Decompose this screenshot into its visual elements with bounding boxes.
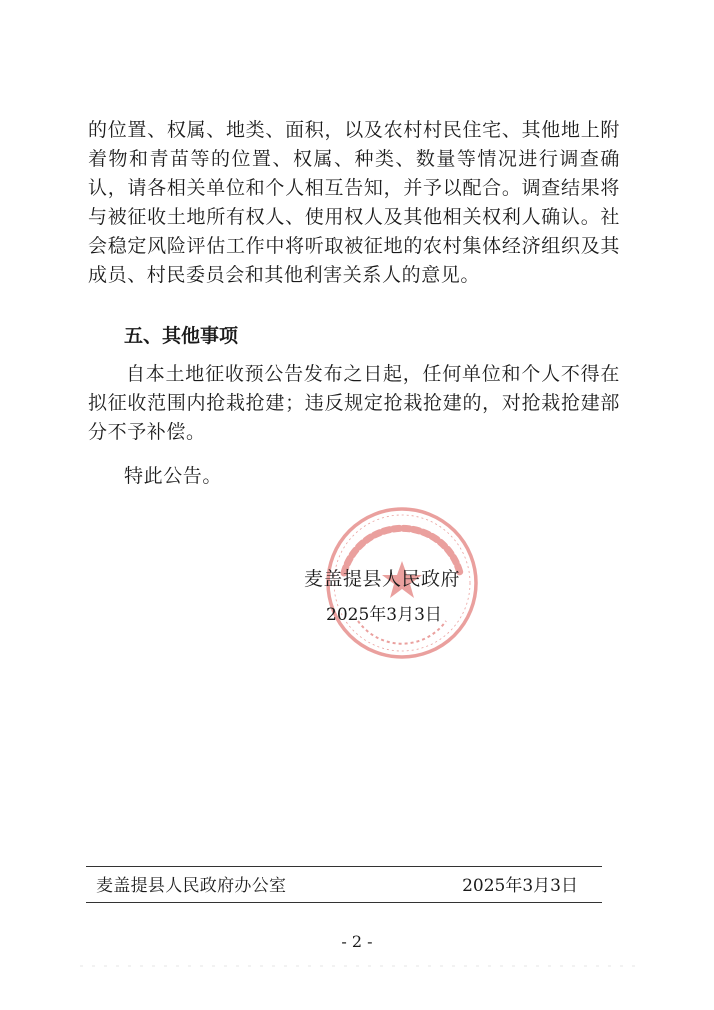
footer-rule-top xyxy=(86,866,602,867)
footer-rule-bottom xyxy=(86,902,602,903)
signature-date: 2025年3月3日 xyxy=(326,605,442,625)
scan-artifact xyxy=(80,962,640,970)
footer-office: 麦盖提县人民政府办公室 xyxy=(96,876,287,896)
page-number: - 2 - xyxy=(341,932,373,951)
footer-date: 2025年3月3日 xyxy=(462,876,578,896)
continuation-paragraph: 的位置、权属、地类、面积，以及农村村民住宅、其他地上附着物和青苗等的位置、权属、种类、数量等情况进行调查确认，请各相关单位和个人相互告知，并予以配合。调查结果将与被征收土地所有权人、使用权人及其他相关权利人确认。社会稳定风险评估工作中将听取被征地的农村集体经济组织及其成员、村民委员会和其他利害关系人的意见。 xyxy=(88,119,620,286)
signature-organization: 麦盖提县人民政府 xyxy=(304,568,461,590)
closing-text: 特此公告。 xyxy=(124,465,223,487)
section-heading: 五、其他事项 xyxy=(124,325,239,347)
section-paragraph: 自本土地征收预公告发布之日起，任何单位和个人不得在拟征收范围内抢栽抢建；违反规定抢栽抢建的，对抢栽抢建部分不予补偿。 xyxy=(88,363,620,443)
